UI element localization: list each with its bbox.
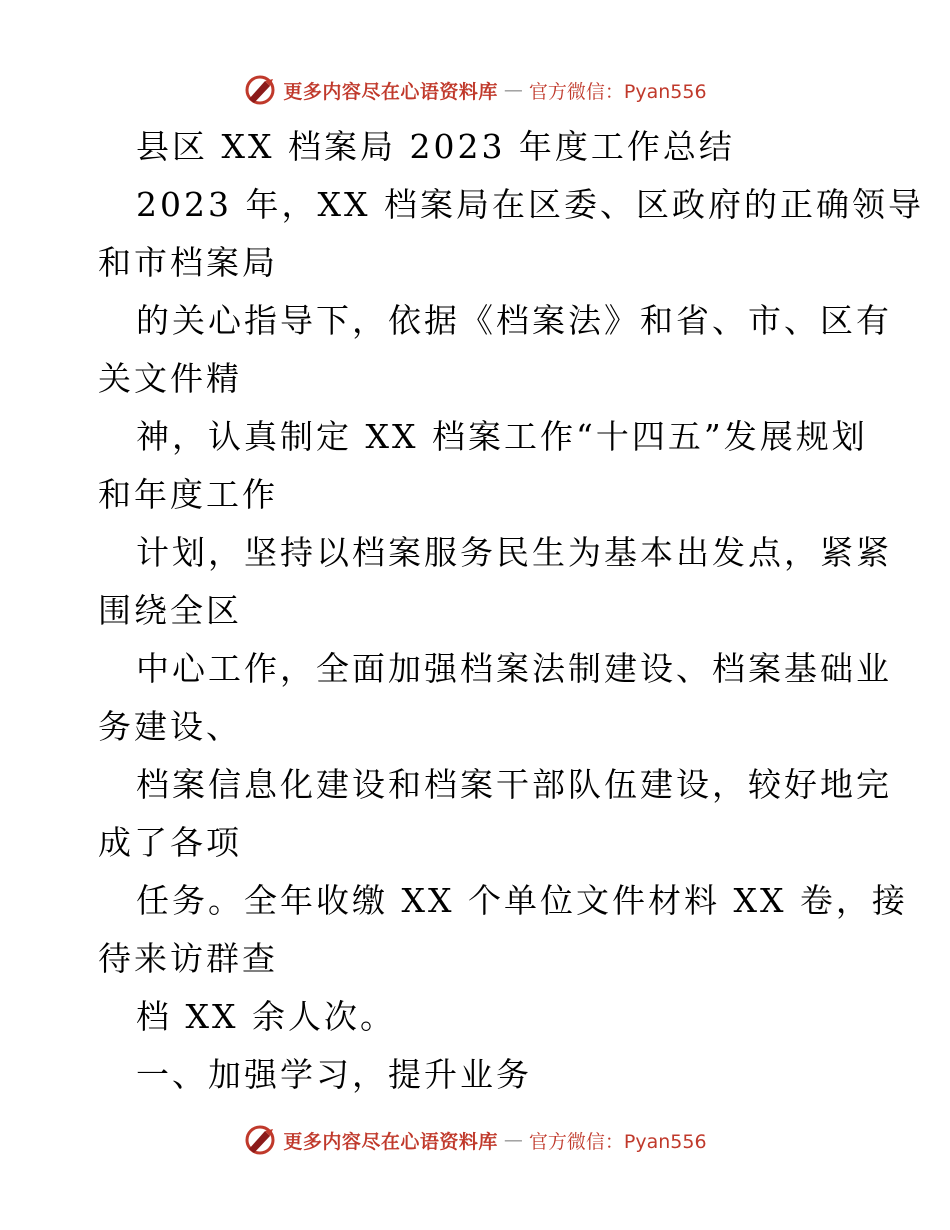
watermark-wechat: 官方微信：Pyan556 bbox=[528, 80, 707, 103]
document-line: 档 XX 余人次。 bbox=[136, 997, 396, 1036]
document-line: 2023 年，XX 档案局在区委、区政府的正确领导 bbox=[136, 185, 924, 224]
document-title: 县区 XX 档案局 2023 年度工作总结 bbox=[136, 127, 735, 166]
pen-nib-circle-icon bbox=[243, 73, 277, 107]
watermark-wechat: 官方微信：Pyan556 bbox=[528, 1130, 707, 1153]
document-line: 关文件精 bbox=[98, 359, 242, 398]
document-line: 成了各项 bbox=[98, 823, 242, 862]
watermark-separator: — bbox=[503, 1129, 523, 1151]
footer-watermark bbox=[0, 1120, 950, 1160]
document-body bbox=[98, 118, 924, 1104]
document-line: 中心工作，全面加强档案法制建设、档案基础业 bbox=[136, 649, 892, 688]
document-line: 档案信息化建设和档案干部队伍建设，较好地完 bbox=[136, 765, 892, 804]
header-watermark bbox=[0, 70, 950, 110]
watermark-separator: — bbox=[503, 79, 523, 101]
document-line: 任务。全年收缴 XX 个单位文件材料 XX 卷，接 bbox=[136, 881, 908, 920]
document-line: 的关心指导下，依据《档案法》和省、市、区有 bbox=[136, 301, 892, 340]
document-line: 务建设、 bbox=[98, 707, 242, 746]
watermark-text: 更多内容尽在心语资料库 bbox=[283, 80, 498, 103]
document-line: 围绕全区 bbox=[98, 591, 242, 630]
document-line: 和市档案局 bbox=[98, 243, 278, 282]
document-line: 神，认真制定 XX 档案工作“十四五”发展规划 bbox=[136, 417, 868, 456]
document-line: 计划，坚持以档案服务民生为基本出发点，紧紧 bbox=[136, 533, 892, 572]
pen-nib-circle-icon bbox=[243, 1123, 277, 1157]
document-line: 一、加强学习，提升业务 bbox=[136, 1055, 532, 1094]
watermark-text: 更多内容尽在心语资料库 bbox=[283, 1130, 498, 1153]
document-line: 和年度工作 bbox=[98, 475, 278, 514]
document-line: 待来访群查 bbox=[98, 939, 278, 978]
